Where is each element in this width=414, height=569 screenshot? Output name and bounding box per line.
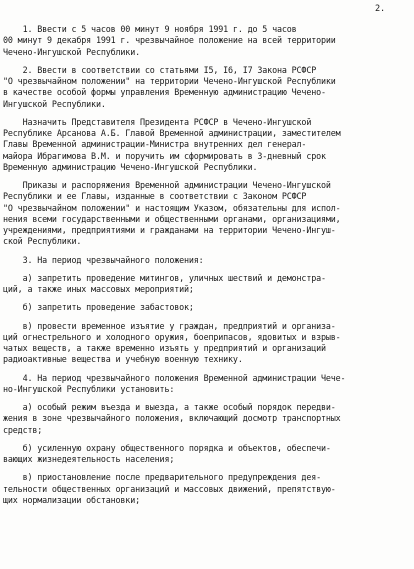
paragraph-gap	[3, 248, 409, 255]
text-line: жения в зоне чрезвычайного положения, включающий досмотр транспортных	[3, 413, 341, 424]
paragraph-gap	[3, 173, 409, 180]
text-line: учреждениями, предприятиями и гражданами на территории Чечено-Ингуш-	[3, 225, 336, 235]
text-line: а) особый режим въезда и выезда, а также особый порядок передви-	[3, 402, 336, 412]
paragraph-4b	[3, 443, 409, 466]
text-line: чатых веществ, а также временно изъять у предприятий и организаций	[3, 343, 326, 353]
text-line: 00 минут 9 декабря 1991 г. чрезвычайное положение на всей территории	[3, 35, 336, 46]
text-line: вающих жизнедеятельность населения;	[3, 454, 175, 464]
text-line: Ингушской Республики.	[3, 98, 106, 109]
paragraph-gap	[3, 465, 409, 472]
text-line: б) запретить проведение забастовок;	[3, 302, 194, 313]
paragraph-gap	[3, 110, 409, 117]
text-line: щих нормализации обстановки;	[3, 494, 140, 505]
text-line: Приказы и распоряжения Временной администрации Чечено-Ингушской	[3, 180, 331, 190]
text-line: а) запретить проведение митингов, уличных шествий и демонстра-	[3, 272, 326, 283]
paragraph-4-heading	[3, 373, 409, 396]
paragraph-3b	[3, 302, 409, 313]
paragraph-3c	[3, 321, 409, 366]
text-line: б) усиленную охрану общественного порядка и объектов, обеспечи-	[3, 442, 331, 453]
paragraph-2-temporary-administration	[3, 65, 409, 110]
text-line: радиоактивные вещества и учебную военную технику.	[3, 354, 243, 365]
text-line: ской Республики.	[3, 236, 82, 247]
text-line: Республики и ее Главы, изданные в соответствии с Законом РСФСР	[3, 191, 307, 202]
paragraph-gap	[3, 436, 409, 443]
document-body	[3, 24, 409, 506]
paragraph-gap	[3, 366, 409, 373]
text-line: в) провести временное изъятие у граждан, предприятий и организа-	[3, 320, 336, 331]
text-line: 2. Ввести в соответствии со статьями I5, I6, I7 Закона РСФСР	[3, 64, 317, 75]
text-line: нения всеми государственными и общественными органами, организациями,	[3, 213, 341, 224]
paragraph-3a	[3, 273, 409, 296]
text-line: 3. На период чрезвычайного положения:	[3, 254, 204, 265]
text-line: "О чрезвычайном положении" на территории Чечено-Ингушской Республики	[3, 76, 336, 86]
paragraph-4a	[3, 402, 409, 436]
text-line: в качестве особой формы управления Временную администрацию Чечено-	[3, 87, 326, 98]
text-line: в) приостановление после предварительного предупреждения дея-	[3, 472, 321, 483]
paragraph-1-state-of-emergency	[3, 24, 409, 58]
text-line: 4. На период чрезвычайного положения Временной администрации Чече-	[3, 372, 346, 383]
paragraph-4c	[3, 472, 409, 506]
text-line: но-Ингушской Республики установить:	[3, 383, 175, 394]
paragraph-gap	[3, 295, 409, 302]
paragraph-orders	[3, 180, 409, 248]
paragraph-3-heading	[3, 255, 409, 266]
text-line: Назначить Представителя Президента РСФСР в Чечено-Ингушской	[3, 116, 312, 127]
text-line: 1. Ввести с 5 часов 00 минут 9 ноября 1991 г. до 5 часов	[3, 24, 297, 34]
text-line: Временную администрацию Чечено-Ингушской Республики.	[3, 161, 258, 172]
paragraph-gap	[3, 314, 409, 321]
text-line: ций, а также иных массовых мероприятий;	[3, 284, 194, 294]
text-line: Чечено-Ингушской Республики.	[3, 46, 140, 57]
text-line: средств;	[3, 424, 43, 435]
paragraph-gap	[3, 266, 409, 273]
paragraph-gap	[3, 58, 409, 65]
text-line: ций огнестрельного и холодного оружия, боеприпасов, ядовитых и взрыв-	[3, 331, 341, 342]
text-line: Главы Временной администрации-Министра внутренних дел генерал-	[3, 139, 307, 150]
page-number: 2.	[375, 4, 386, 14]
text-line: майора Ибрагимова В.М. и поручить им сформировать в 3-дневный срок	[3, 150, 326, 161]
text-line: "О чрезвычайном положении" и настоящим Указом, обязательны для испол-	[3, 202, 341, 213]
paragraph-appointment	[3, 117, 409, 173]
text-line: тельности общественных организаций и массовых движений, препятствую-	[3, 483, 336, 494]
paragraph-gap	[3, 395, 409, 402]
text-line: Республике Арсанова А.Б. Главой Временной администрации, заместителем	[3, 128, 341, 138]
